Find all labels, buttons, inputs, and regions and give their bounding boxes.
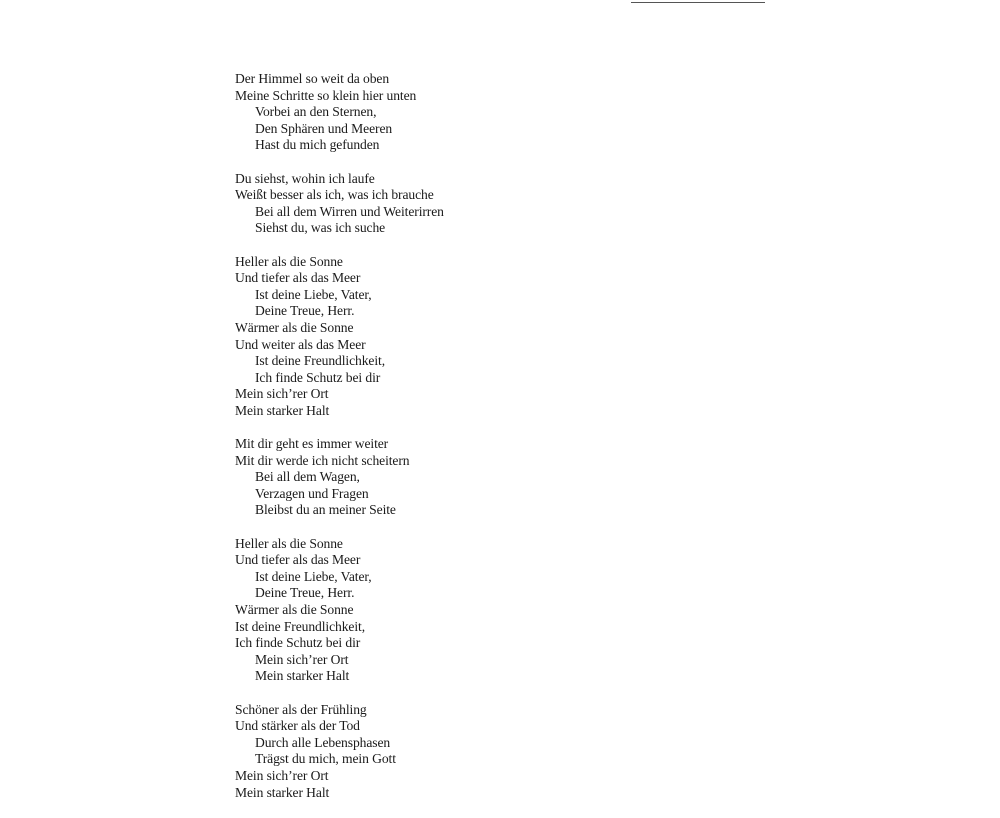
poem-line: Meine Schritte so klein hier unten — [235, 87, 417, 103]
poem-line: Ich finde Schutz bei dir — [235, 635, 361, 651]
poem-line: Deine Treue, Herr. — [255, 303, 355, 319]
poem-line: Wärmer als die Sonne — [235, 602, 354, 617]
poem-line: Verzagen und Fragen — [255, 485, 369, 501]
poem-line: Ist deine Liebe, Vater, — [255, 286, 372, 302]
poem-line: Ist deine Liebe, Vater, — [255, 568, 372, 584]
poem-line: Heller als die Sonne — [235, 535, 343, 551]
poem-line: Deine Treue, Herr. — [255, 585, 355, 601]
poem-line: Mein sich’rer Ort — [235, 386, 329, 402]
poem-line: Bei all dem Wagen, — [255, 469, 360, 485]
poem-line: Siehst du, was ich suche — [255, 220, 386, 236]
poem-line: Bleibst du an meiner Seite — [255, 502, 396, 518]
poem-line: Trägst du mich, mein Gott — [255, 751, 396, 767]
poem-line: Mein sich’rer Ort — [255, 651, 349, 667]
poem-text — [235, 71, 444, 818]
stanza — [235, 702, 444, 802]
poem-line: Mit dir geht es immer weiter — [235, 436, 389, 452]
stanza — [235, 171, 444, 237]
poem-line: Vorbei an den Sternen, — [255, 104, 377, 120]
poem-line: Schöner als der Frühling — [235, 701, 367, 717]
stanza — [235, 536, 444, 685]
poem-line: Ich finde Schutz bei dir — [255, 369, 381, 385]
poem-line: Der Himmel so weit da oben — [235, 71, 390, 86]
poem-line: Hast du mich gefunden — [255, 137, 380, 153]
poem-line: Mein starker Halt — [255, 668, 350, 684]
stanza — [235, 436, 444, 519]
poem-line: Du siehst, wohin ich laufe — [235, 170, 375, 186]
poem-line: Durch alle Lebensphasen — [255, 734, 391, 750]
poem-line: Und weiter als das Meer — [235, 336, 366, 352]
poem-line: Bei all dem Wirren und Weiterirren — [255, 203, 444, 219]
poem-line: Mein sich’rer Ort — [235, 767, 329, 783]
poem-line: Mit dir werde ich nicht scheitern — [235, 452, 410, 468]
poem-line: Den Sphären und Meeren — [255, 120, 393, 136]
poem-line: Mein starker Halt — [235, 784, 330, 800]
poem-line: Und tiefer als das Meer — [235, 270, 361, 286]
stanza — [235, 254, 444, 420]
poem-line: Ist deine Freundlichkeit, — [255, 353, 386, 369]
header-rule — [631, 2, 765, 3]
poem-line: Wärmer als die Sonne — [235, 319, 354, 335]
poem-line: Heller als die Sonne — [235, 253, 343, 269]
poem-line: Mein starker Halt — [235, 402, 330, 418]
poem-line: Und stärker als der Tod — [235, 718, 360, 734]
poem-line: Ist deine Freundlichkeit, — [235, 618, 366, 634]
stanza — [235, 71, 444, 154]
poem-line: Und tiefer als das Meer — [235, 552, 361, 568]
poem-line: Weißt besser als ich, was ich brauche — [235, 187, 434, 203]
